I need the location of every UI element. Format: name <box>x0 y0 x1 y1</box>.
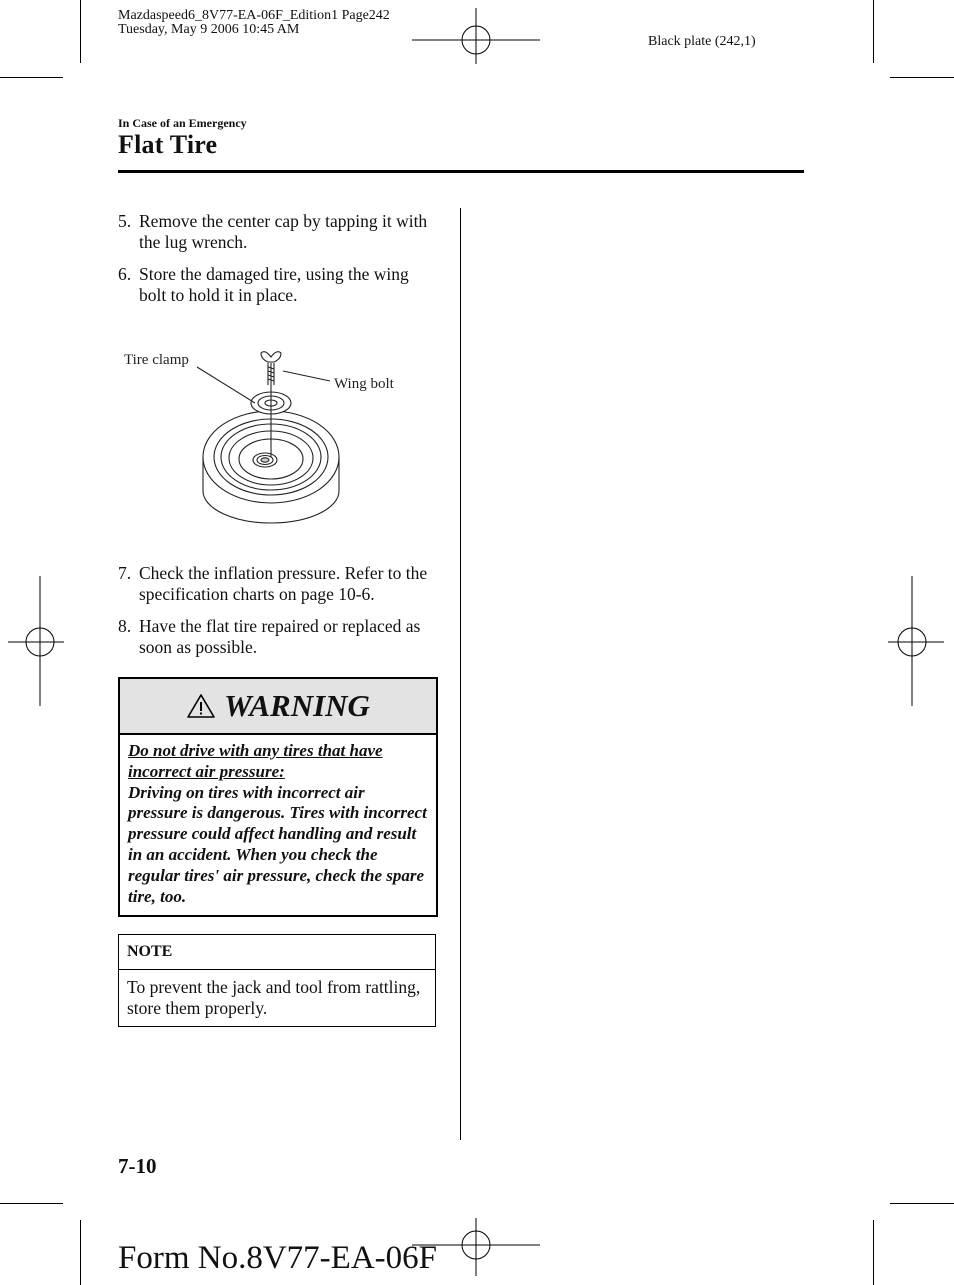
warning-title: WARNING <box>224 688 370 723</box>
section-label: In Case of an Emergency <box>118 116 247 130</box>
form-number: Form No.8V77-EA-06F <box>118 1240 437 1276</box>
step-number: 6. <box>118 264 132 284</box>
step-number: 5. <box>118 211 132 231</box>
step-5 <box>118 211 438 253</box>
warning-body <box>120 735 436 907</box>
warning-header <box>120 679 436 735</box>
warning-text: Driving on tires with incorrect air pressure is dangerous. Tires with incorrect pressure could affect handling and result in an accident. When you check the regular tires' air pressure, check the spare tire, too. <box>128 782 427 906</box>
note-heading: NOTE <box>119 935 435 970</box>
figure-label-wing-bolt: Wing bolt <box>334 376 394 392</box>
step-7 <box>118 563 438 605</box>
column-divider <box>460 208 461 1140</box>
plate-label: Black plate (242,1) <box>648 34 756 49</box>
step-8 <box>118 616 438 658</box>
print-file-line: Mazdaspeed6_8V77-EA-06F_Edition1 Page242 <box>118 8 390 23</box>
page-title: Flat Tire <box>118 130 218 159</box>
step-text: Remove the center cap by tapping it with the lug wrench. <box>139 211 428 252</box>
page-number: 7-10 <box>118 1154 157 1178</box>
print-date-line: Tuesday, May 9 2006 10:45 AM <box>118 22 300 37</box>
warning-triangle-icon <box>186 693 216 719</box>
step-number: 8. <box>118 616 132 636</box>
step-text: Check the inflation pressure. Refer to the specification charts on page 10-6. <box>139 563 428 604</box>
step-text: Have the flat tire repaired or replaced as soon as possible. <box>139 616 421 657</box>
step-number: 7. <box>118 563 132 583</box>
warning-box <box>118 677 438 917</box>
warning-lead: Do not drive with any tires that have incorrect air pressure: <box>128 741 383 781</box>
note-text: To prevent the jack and tool from rattling, store them properly. <box>127 977 421 1018</box>
note-box <box>118 934 436 1027</box>
step-text: Store the damaged tire, using the wing bolt to hold it in place. <box>139 264 409 305</box>
spare-tire-illustration <box>195 345 355 525</box>
title-rule <box>118 170 804 173</box>
step-6 <box>118 264 438 306</box>
figure-label-tire-clamp: Tire clamp <box>124 352 189 368</box>
